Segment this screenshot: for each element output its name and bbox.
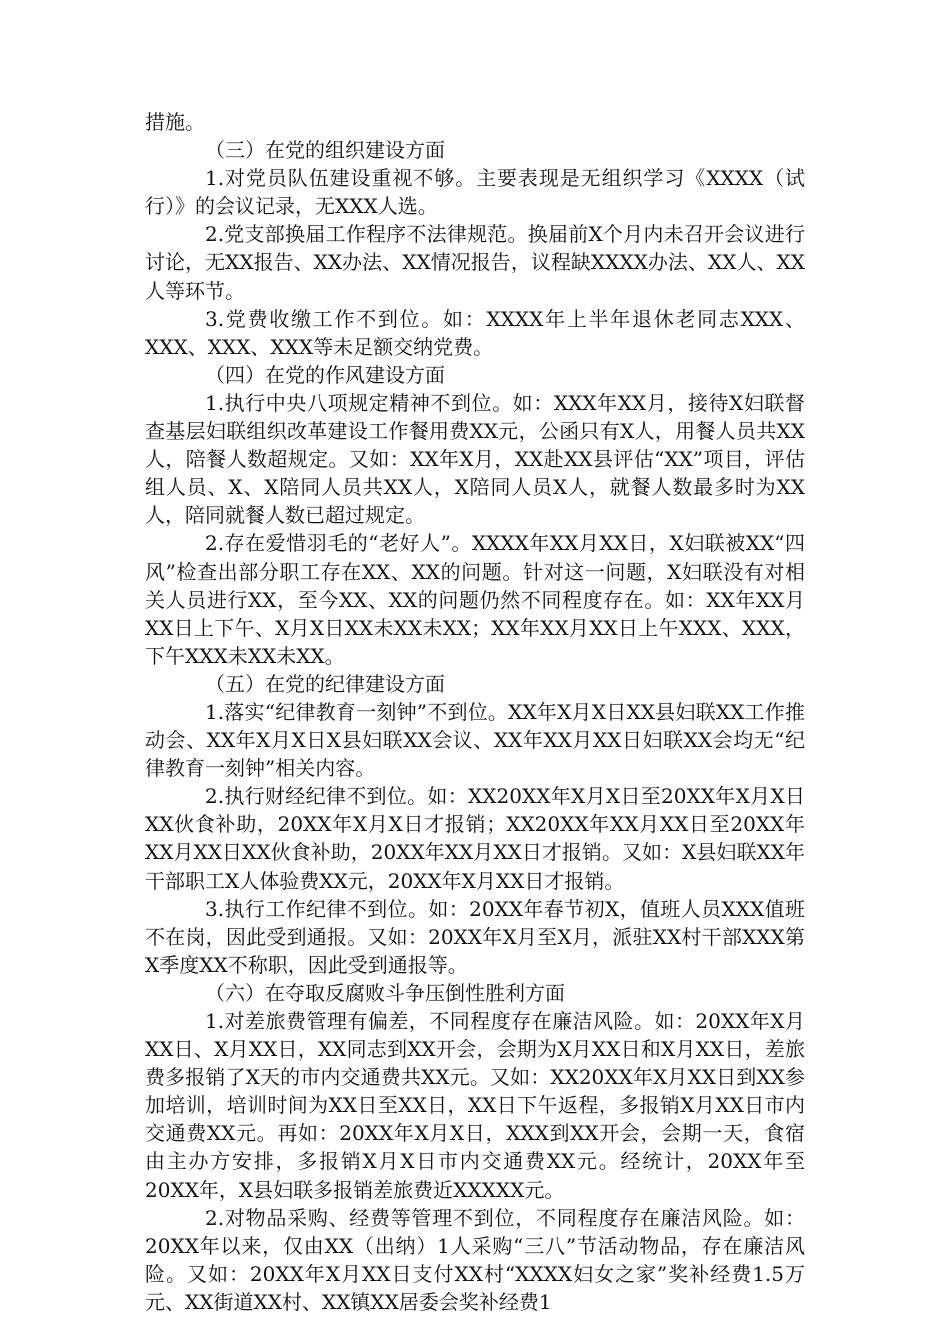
paragraph-item: 1.落实“纪律教育一刻钟”不到位。XX年X月X日XX县妇联XX工作推动会、XX年X月X日X县妇联XX会议、XX年XX月XX日妇联XX会均无“纪律教育一刻钟”相关内容。 [145,699,805,781]
section-heading-anticorruption: （六）在夺取反腐败斗争压倒性胜利方面 [205,980,565,1005]
paragraph-item: 2.党支部换届工作程序不法律规范。换届前X个月内未召开会议进行讨论，无XX报告、XX办法、XX情况报告，议程缺XXXX办法、XX人、XX人等环节。 [145,222,805,303]
paragraph-item: 1.对党员队伍建设重视不够。主要表现是无组织学习《XXXX（试行）》的会议记录，无XXX人选。 [145,166,805,219]
paragraph-item: 2.对物品采购、经费等管理不到位，不同程度存在廉洁风险。如：20XX年以来，仅由XX（出纳）1人采购“三八”节活动物品，存在廉洁风险。又如：20XX年X月XX日支付XX村“XXXX妇女之家”奖补经费1.5万元、XX街道XX村、XX镇XX居委会奖补经费1 [145,1205,805,1314]
document-body [145,108,805,1316]
paragraph-item: 3.党费收缴工作不到位。如：XXXX年上半年退休老同志XXX、XXX、XXX、XXX等未足额交纳党费。 [145,306,805,359]
section-heading-discipline: （五）在党的纪律建设方面 [205,671,445,696]
paragraph-item: 1.对差旅费管理有偏差，不同程度存在廉洁风险。如：20XX年X月XX日、X月XX日，XX同志到XX开会，会期为X月XX日和X月XX日，差旅费多报销了X天的市内交通费共XX元。又如：XX20XX年X月XX日到XX参加培训，培训时间为XX日至XX日，XX日下午返程，多报销X月XX日市内交通费XX元。再如：20XX年X月X日，XXX到XX开会，会期一天，食宿由主办方安排，多报销X月X日市内交通费XX元。经统计，20XX年至20XX年，X县妇联多报销差旅费近XXXXX元。 [145,1009,805,1202]
paragraph-continuation: 措施。 [145,110,205,134]
paragraph-item: 2.存在爱惜羽毛的“老好人”。XXXX年XX月XX日，X妇联被XX“四风”检查出部分职工存在XX、XX的问题。针对这一问题，X妇联没有对相关人员进行XX，至今XX、XX的问题仍然不同程度存在。如：XX年XX月XX日上下午、X月X日XX未XX未XX；XX年XX月XX日上午XXX、XXX，下午XXX未XX未XX。 [145,531,805,668]
section-heading-style: （四）在党的作风建设方面 [205,362,445,387]
paragraph-item: 3.执行工作纪律不到位。如：20XX年春节初X，值班人员XXX值班不在岗，因此受到通报。又如：20XX年X月至X月，派驻XX村干部XXX第X季度XX不称职，因此受到通报等。 [145,896,805,977]
section-heading-organization: （三）在党的组织建设方面 [205,138,445,163]
paragraph-item: 2.执行财经纪律不到位。如：XX20XX年X月X日至20XX年X月X日XX伙食补助，20XX年X月X日才报销；XX20XX年XX月XX日至20XX年XX月XX日XX伙食补助，20XX年XX月XX日才报销。又如：X县妇联XX年干部职工X人体验费XX元，20XX年X月XX日才报销。 [145,784,805,893]
paragraph-item: 1.执行中央八项规定精神不到位。如：XXX年XX月，接待X妇联督查基层妇联组织改革建设工作餐用费XX元，公函只有X人，用餐人员共XX人，陪餐人数超规定。又如：XX年X月，XX赴XX县评估“XX”项目，评估组人员、X、X陪同人员共XX人，X陪同人员X人，就餐人数最多时为XX人，陪同就餐人数已超过规定。 [145,390,805,528]
